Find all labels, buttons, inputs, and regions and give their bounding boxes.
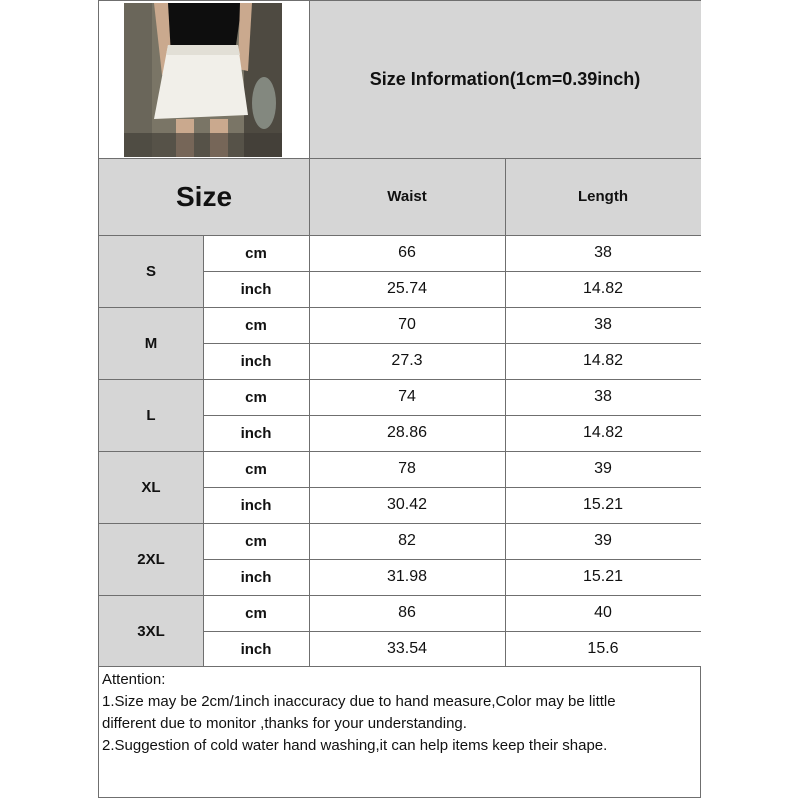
waist-header-cell	[309, 158, 505, 235]
size-label: 2XL	[137, 550, 165, 568]
unit-cell	[203, 451, 309, 487]
length-inch-value: 14.82	[582, 280, 624, 297]
waist-inch-cell	[309, 343, 505, 379]
length-cm-cell	[505, 451, 701, 487]
length-inch-cell	[505, 631, 701, 667]
waist-cm-value: 70	[398, 316, 416, 333]
length-inch-value: 15.21	[582, 496, 624, 513]
length-inch-value: 15.21	[582, 568, 624, 585]
length-inch-cell	[505, 343, 701, 379]
waist-inch-value: 25.74	[386, 280, 428, 297]
length-inch-value: 14.82	[582, 424, 624, 441]
length-cm-cell	[505, 235, 701, 271]
divider	[203, 487, 701, 488]
length-header-label: Length	[578, 188, 628, 205]
size-label: XL	[141, 478, 161, 496]
length-inch-cell	[505, 271, 701, 307]
unit-label-inch: inch	[240, 280, 272, 298]
unit-cell	[203, 559, 309, 595]
unit-label-inch: inch	[240, 424, 272, 442]
waist-cm-value: 66	[398, 244, 416, 261]
length-inch-cell	[505, 559, 701, 595]
length-inch-value: 14.82	[582, 352, 624, 369]
waist-cm-cell	[309, 451, 505, 487]
waist-cm-value: 78	[398, 460, 416, 477]
divider	[203, 559, 701, 560]
product-photo-cell	[99, 1, 309, 158]
divider	[99, 595, 701, 596]
size-header-cell	[99, 158, 309, 235]
waist-inch-value: 28.86	[386, 424, 428, 441]
unit-label-inch: inch	[240, 640, 272, 658]
length-header-cell	[505, 158, 701, 235]
divider	[99, 666, 701, 667]
title-cell	[309, 1, 701, 158]
unit-label-inch: inch	[240, 352, 272, 370]
size-header-label: Size	[175, 180, 233, 212]
unit-label-cm: cm	[245, 244, 267, 262]
unit-cell	[203, 235, 309, 271]
waist-cm-cell	[309, 307, 505, 343]
length-cm-value: 40	[594, 604, 612, 621]
divider	[505, 158, 506, 666]
unit-cell	[203, 379, 309, 415]
waist-inch-cell	[309, 559, 505, 595]
length-cm-value: 38	[594, 388, 612, 405]
waist-cm-cell	[309, 235, 505, 271]
length-inch-value: 15.6	[587, 640, 619, 657]
size-cell	[99, 595, 203, 667]
size-label: M	[144, 334, 158, 352]
unit-cell	[203, 415, 309, 451]
size-cell	[99, 235, 203, 307]
length-cm-value: 39	[594, 532, 612, 549]
divider	[99, 235, 701, 236]
waist-cm-value: 82	[398, 532, 416, 549]
unit-cell	[203, 487, 309, 523]
length-cm-cell	[505, 379, 701, 415]
length-inch-cell	[505, 415, 701, 451]
size-label: L	[146, 406, 156, 424]
unit-label-inch: inch	[240, 568, 272, 586]
attention-heading: Attention:	[102, 671, 166, 688]
unit-label-cm: cm	[245, 460, 267, 478]
waist-inch-cell	[309, 487, 505, 523]
length-cm-value: 38	[594, 316, 612, 333]
divider	[203, 271, 701, 272]
size-info-title: Size Information(1cm=0.39inch)	[369, 69, 641, 89]
waist-inch-value: 27.3	[391, 352, 423, 369]
waist-inch-cell	[309, 415, 505, 451]
unit-cell	[203, 631, 309, 667]
unit-label-inch: inch	[240, 496, 272, 514]
length-cm-cell	[505, 523, 701, 559]
size-label: S	[145, 262, 156, 280]
attention-line-1b: different due to monitor ,thanks for your understanding.	[102, 715, 467, 732]
unit-cell	[203, 595, 309, 631]
divider	[99, 451, 701, 452]
waist-inch-value: 33.54	[386, 640, 428, 657]
waist-inch-cell	[309, 631, 505, 667]
attention-notes	[102, 669, 697, 757]
size-cell	[99, 307, 203, 379]
waist-cm-cell	[309, 595, 505, 631]
waist-cm-value: 86	[398, 604, 416, 621]
length-cm-value: 39	[594, 460, 612, 477]
divider	[99, 523, 701, 524]
unit-cell	[203, 523, 309, 559]
unit-label-cm: cm	[245, 388, 267, 406]
size-cell	[99, 523, 203, 595]
length-cm-value: 38	[594, 244, 612, 261]
divider	[203, 631, 701, 632]
unit-cell	[203, 307, 309, 343]
divider	[99, 379, 701, 380]
waist-inch-value: 30.42	[386, 496, 428, 513]
unit-label-cm: cm	[245, 604, 267, 622]
waist-inch-value: 31.98	[386, 568, 428, 585]
divider	[309, 1, 310, 666]
length-cm-cell	[505, 307, 701, 343]
divider	[99, 307, 701, 308]
divider	[203, 415, 701, 416]
length-inch-cell	[505, 487, 701, 523]
divider	[203, 343, 701, 344]
size-cell	[99, 379, 203, 451]
size-chart	[98, 0, 701, 798]
attention-line-2: 2.Suggestion of cold water hand washing,it can help items keep their shape.	[102, 737, 608, 754]
unit-label-cm: cm	[245, 532, 267, 550]
divider	[99, 158, 701, 159]
length-cm-cell	[505, 595, 701, 631]
waist-cm-value: 74	[398, 388, 416, 405]
waist-header-label: Waist	[387, 188, 427, 205]
waist-inch-cell	[309, 271, 505, 307]
size-cell	[99, 451, 203, 523]
attention-line-1a: 1.Size may be 2cm/1inch inaccuracy due to hand measure,Color may be little	[102, 693, 616, 710]
unit-cell	[203, 343, 309, 379]
unit-cell	[203, 271, 309, 307]
waist-cm-cell	[309, 523, 505, 559]
waist-cm-cell	[309, 379, 505, 415]
unit-label-cm: cm	[245, 316, 267, 334]
divider	[203, 235, 204, 666]
size-label: 3XL	[137, 622, 165, 640]
product-photo	[124, 3, 282, 157]
